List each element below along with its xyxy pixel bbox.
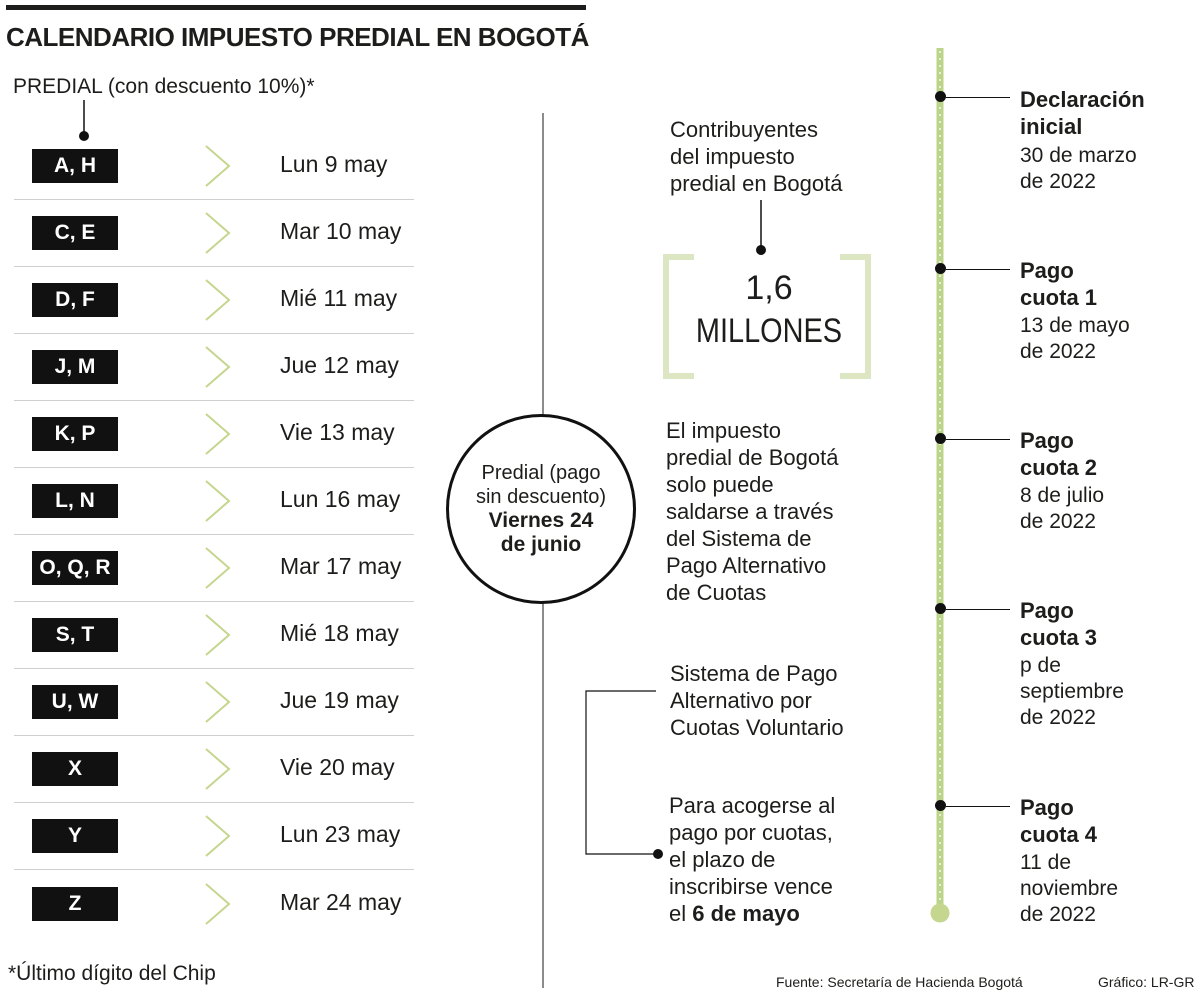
schedule-subtitle: PREDIAL (con descuento 10%)* [13,75,315,98]
milestone-date: 13 de mayo de 2022 [1020,314,1130,363]
schedule-row [14,333,414,401]
schedule-row [14,266,414,334]
payment-date: Lun 9 may [280,151,388,177]
source-credit: Fuente: Secretaría de Hacienda Bogotá [776,974,1023,990]
chevron-right-icon [204,546,232,590]
letters-badge: A, H [32,149,118,183]
payment-note [666,417,838,606]
letters-badge: J, M [32,350,118,384]
deadline-date: 6 de mayo [692,901,800,926]
payment-date: Mié 18 may [280,620,399,646]
milestone-title: Pago cuota 4 [1020,795,1098,847]
letters-badge: D, F [32,283,118,317]
note-line: Pago Alternativo [666,553,827,578]
stat-label-line: Contribuyentes [670,117,818,142]
system-bracket [570,680,680,870]
letters-badge: C, E [32,216,118,250]
chevron-right-icon [204,680,232,724]
milestone-date: 11 de noviembre de 2022 [1020,851,1119,926]
letters-badge: K, P [32,417,118,451]
letters-badge: X [32,752,118,786]
deadline-note [669,792,835,927]
system-line: Alternativo por [670,688,812,713]
timeline-dot [935,263,946,274]
stat-label-line: predial en Bogotá [670,171,843,196]
footnote: *Último dígito del Chip [8,962,216,985]
letters-badge: L, N [32,484,118,518]
schedule-row [14,467,414,535]
stat-number: 1,6 [745,269,793,307]
milestone-title: Pago cuota 2 [1020,428,1098,480]
deadline-line: pago por cuotas, [669,820,833,845]
system-line: Cuotas Voluntario [670,715,844,740]
payment-date: Mar 24 may [280,889,402,915]
chevron-right-icon [204,144,232,188]
payment-date: Vie 20 may [280,754,395,780]
payment-date: Mar 17 may [280,553,402,579]
letters-badge: Z [32,887,118,921]
timeline-connector [946,97,1010,98]
timeline-dot [935,433,946,444]
milestone-title: Pago cuota 1 [1020,258,1098,310]
milestone-date: p de septiembre de 2022 [1020,654,1124,729]
schedule-row [14,132,414,200]
schedule-row [14,534,414,602]
letters-badge: O, Q, R [32,551,118,585]
schedule-row [14,400,414,468]
note-line: El impuesto [666,418,781,443]
chevron-right-icon [204,211,232,255]
chevron-right-icon [204,747,232,791]
payment-date: Jue 12 may [280,352,399,378]
chevron-right-icon [204,882,232,926]
deadline-prefix: el [669,901,693,926]
schedule-row [14,601,414,669]
chevron-right-icon [204,345,232,389]
payment-date: Jue 19 may [280,687,399,713]
timeline-dot [935,91,946,102]
chevron-right-icon [204,479,232,523]
timeline-connector [946,806,1010,807]
note-line: saldarse a través [666,499,834,524]
milestone-date: 8 de julio de 2022 [1020,484,1105,533]
letters-badge: Y [32,819,118,853]
circle-text: Predial (pago [481,462,601,484]
system-line: Sistema de Pago [670,661,838,686]
chevron-right-icon [204,412,232,456]
deadline-line: el plazo de [669,847,776,872]
timeline-connector [946,439,1010,440]
subtitle-connector [0,0,100,150]
milestone-title: Declaración inicial [1020,87,1145,139]
stat-label-line: del impuesto [670,144,795,169]
system-label [670,660,844,741]
timeline-connector [946,269,1010,270]
schedule-row [14,199,414,267]
note-line: de Cuotas [666,580,767,605]
deadline-line: inscribirse vence [669,874,833,899]
deadline-line [669,900,835,927]
page-title: CALENDARIO IMPUESTO PREDIAL EN BOGOTÁ [6,22,589,52]
schedule-row [14,870,414,937]
note-line: predial de Bogotá [666,445,839,470]
circle-date: Viernes 24 [488,509,594,532]
no-discount-circle [446,414,636,604]
circle-text: sin descuento) [475,486,607,508]
payment-date: Mié 11 may [280,285,398,311]
schedule-row [14,668,414,736]
schedule-row [14,802,414,870]
payment-date: Lun 16 may [280,486,401,512]
letters-badge: S, T [32,618,118,652]
circle-date: de junio [500,533,582,556]
note-line: solo puede [666,472,774,497]
stat-label [670,116,842,197]
timeline-dot [935,603,946,614]
chevron-right-icon [204,278,232,322]
note-line: del Sistema de [666,526,812,551]
payment-date: Lun 23 may [280,821,401,847]
payment-date: Vie 13 may [280,419,395,445]
letters-badge: U, W [32,685,118,719]
schedule-row [14,735,414,803]
payment-date: Mar 10 may [280,218,402,244]
stat-unit: MILLONES [695,312,843,350]
milestone-title: Pago cuota 3 [1020,598,1098,650]
timeline-dot [935,800,946,811]
chevron-right-icon [204,814,232,858]
graphic-credit: Gráfico: LR-GR [1098,974,1195,990]
timeline-connector [946,609,1010,610]
milestone-date: 30 de marzo de 2022 [1020,144,1137,193]
deadline-line: Para acogerse al [669,793,836,818]
chevron-right-icon [204,613,232,657]
